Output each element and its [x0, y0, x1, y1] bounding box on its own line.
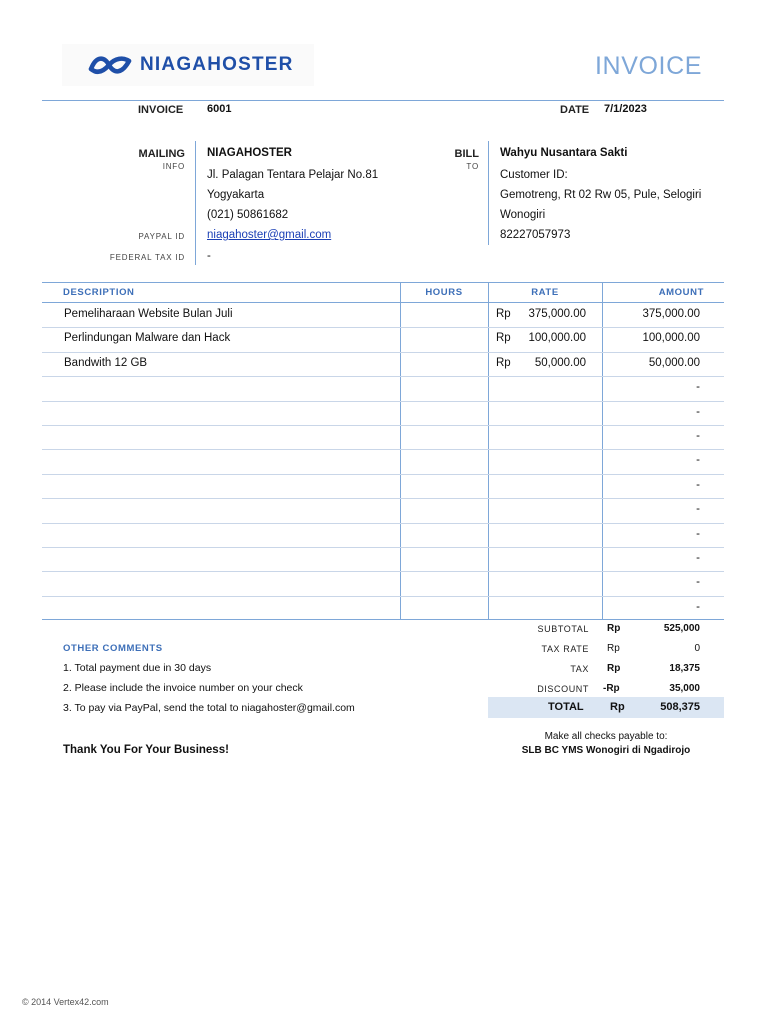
subtotal-label: SUBTOTAL: [537, 624, 589, 634]
item-amount: -: [696, 430, 700, 442]
col-divider-hours: [400, 282, 401, 619]
bill-sublabel: TO: [466, 162, 479, 171]
item-amount: -: [696, 405, 700, 418]
item-description: Bandwith 12 GB: [64, 356, 148, 369]
item-description: Pemeliharaan Website Bulan Juli: [64, 308, 233, 320]
table-row-divider: [42, 596, 724, 597]
table-row-divider: [42, 474, 724, 475]
checks-payee: SLB BC YMS Wonogiri di Ngadirojo: [521, 745, 691, 756]
sender-address-2: Yogyakarta: [207, 189, 265, 201]
header-divider: [42, 100, 724, 101]
sender-phone: (021) 50861682: [207, 209, 289, 221]
invoice-number: 6001: [207, 103, 232, 115]
item-amount: 50,000.00: [648, 356, 700, 369]
logo-text: NIAGAHOSTER: [140, 54, 294, 75]
item-rate-currency: Rp: [496, 356, 511, 369]
document-title: INVOICE: [595, 52, 702, 80]
total-currency: Rp: [610, 701, 625, 713]
mailing-sublabel: INFO: [162, 162, 185, 171]
tax-value: 18,375: [669, 663, 700, 674]
table-row-divider: [42, 352, 724, 353]
date-label: DATE: [560, 104, 590, 116]
table-row-divider: [42, 547, 724, 548]
item-rate: 100,000.00: [528, 332, 586, 345]
comment-item: 2. Please include the invoice number on your check: [63, 682, 303, 694]
table-row-divider: [42, 498, 724, 499]
item-amount: -: [696, 503, 700, 516]
comment-item: 1. Total payment due in 30 days: [63, 662, 212, 674]
customer-address-2: Wonogiri: [500, 209, 546, 221]
table-bottom-border: [42, 619, 724, 620]
bill-label: BILL: [454, 148, 479, 160]
federal-tax-id: -: [207, 250, 211, 262]
item-amount: 100,000.00: [642, 332, 700, 345]
table-row-divider: [42, 571, 724, 572]
item-amount: -: [696, 381, 700, 394]
bill-divider: [488, 141, 489, 245]
item-amount: -: [696, 454, 700, 467]
item-amount: 375,000.00: [642, 308, 700, 320]
tax-rate-currency: Rp: [607, 643, 620, 654]
col-divider-amount: [602, 282, 603, 619]
mailing-label: MAILING: [138, 148, 185, 160]
subtotal-currency: Rp: [607, 623, 621, 634]
discount-label: DISCOUNT: [537, 684, 589, 694]
sender-address-1: Jl. Palagan Tentara Pelajar No.81: [207, 169, 379, 181]
item-rate: 50,000.00: [534, 356, 586, 369]
table-header-border: [42, 302, 724, 303]
comment-item: 3. To pay via PayPal, send the total to niagahoster@gmail.com: [63, 702, 355, 714]
col-header-rate: RATE: [531, 287, 559, 298]
total-value: 508,375: [660, 701, 700, 713]
item-rate-currency: Rp: [496, 332, 511, 345]
checks-payable-label: Make all checks payable to:: [544, 731, 668, 742]
tax-rate-value: 0: [694, 643, 700, 654]
col-header-hours: HOURS: [425, 287, 463, 298]
sender-name: NIAGAHOSTER: [207, 147, 292, 159]
paypal-email-link[interactable]: niagahoster@gmail.com: [207, 229, 332, 241]
customer-id: Customer ID:: [500, 169, 568, 181]
table-row-divider: [42, 425, 724, 426]
item-rate-currency: Rp: [496, 308, 511, 320]
item-amount: -: [696, 527, 700, 540]
item-amount: -: [696, 600, 700, 613]
mailing-divider: [195, 141, 196, 265]
niagahoster-logo-icon: [88, 54, 134, 76]
item-rate: 375,000.00: [528, 308, 586, 320]
tax-currency: Rp: [607, 663, 621, 674]
invoice-date: 7/1/2023: [604, 103, 647, 115]
paypal-id-label: PAYPAL ID: [138, 232, 185, 241]
table-row-divider: [42, 449, 724, 450]
item-amount: -: [696, 552, 700, 564]
table-row-divider: [42, 523, 724, 524]
discount-value: 35,000: [669, 683, 700, 694]
item-amount: -: [696, 576, 700, 589]
thank-you-message: Thank You For Your Business!: [63, 744, 229, 756]
col-header-amount: AMOUNT: [658, 287, 704, 298]
customer-name: Wahyu Nusantara Sakti: [500, 147, 628, 159]
brand-logo: [62, 44, 314, 86]
col-divider-rate: [488, 282, 489, 619]
table-row-divider: [42, 376, 724, 377]
table-row-divider: [42, 327, 724, 328]
copyright-footer: © 2014 Vertex42.com: [22, 997, 109, 1007]
tax-rate-label: TAX RATE: [541, 644, 589, 654]
federal-tax-id-label: FEDERAL TAX ID: [109, 253, 185, 262]
table-top-border: [42, 282, 724, 283]
invoice-number-label: INVOICE: [138, 104, 184, 116]
tax-label: TAX: [570, 664, 589, 674]
discount-currency: -Rp: [603, 683, 620, 694]
col-header-description: DESCRIPTION: [63, 287, 135, 298]
subtotal-value: 525,000: [663, 623, 700, 634]
comments-heading: OTHER COMMENTS: [63, 643, 163, 654]
total-label: TOTAL: [548, 701, 584, 713]
table-row-divider: [42, 401, 724, 402]
customer-address-1: Gemotreng, Rt 02 Rw 05, Pule, Selogiri: [500, 189, 702, 201]
item-description: Perlindungan Malware dan Hack: [64, 332, 231, 345]
item-amount: -: [696, 478, 700, 491]
customer-phone: 82227057973: [500, 229, 571, 241]
